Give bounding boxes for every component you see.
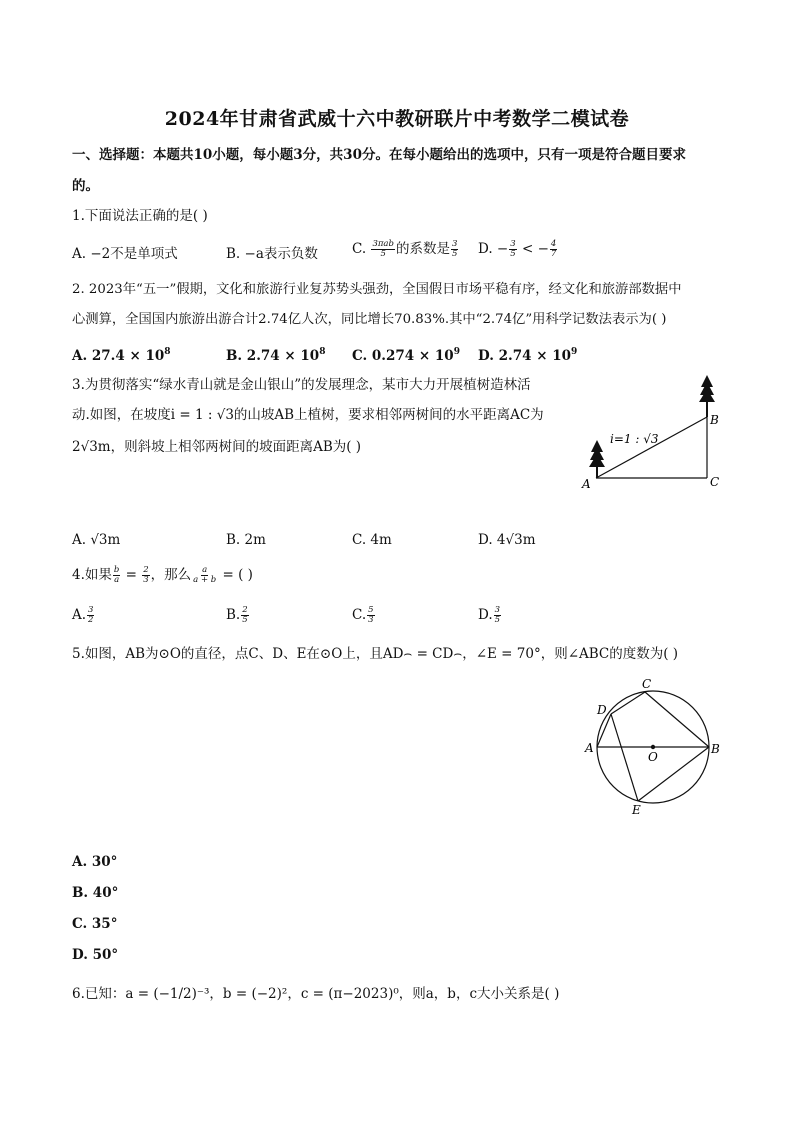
- q4-stem: [72, 566, 253, 585]
- q1-d-fraction2: [550, 240, 557, 259]
- q2-option-a: [72, 343, 171, 365]
- q2-c-base: C. 0.274 × 10: [352, 348, 454, 364]
- slope-figure: [576, 370, 726, 495]
- q4-frac1-den: a: [114, 575, 120, 585]
- circle-label-a: A: [585, 741, 594, 755]
- q5-option-d: D. 50°: [72, 947, 119, 963]
- q4-b-num: 2: [242, 605, 248, 615]
- q4-d-den: 5: [494, 615, 501, 625]
- tree-icon-a: [589, 440, 605, 478]
- q1-stem: 1.下面说法正确的是( ): [72, 208, 208, 224]
- q4-b-prefix: B.: [226, 607, 241, 623]
- q4-frac2-den: 3: [143, 575, 149, 585]
- q2-line2: 心测算，全国国内旅游出游合计2.74亿人次，同比增长70.83%.其中“2.74亿”用科学记数法表示为( ): [72, 312, 667, 327]
- q3-line1: 3.为贯彻落实“绿水青山就是金山银山”的发展理念，某市大力开展植树造林活: [72, 377, 531, 393]
- q1-d-fraction: [509, 240, 516, 259]
- q5-option-a: A. 30°: [72, 854, 118, 870]
- q1-c-fraction: [371, 240, 395, 259]
- q1-c-prefix: C.: [352, 241, 367, 257]
- q1-d-mid: < −: [517, 241, 549, 257]
- q4-d-prefix: D.: [478, 607, 493, 623]
- q2-option-d: [478, 343, 577, 365]
- q6-stem: 6.已知：a = (−1/2)⁻³，b = (−2)²，c = (π−2023)⁰，则a，b，c大小关系是( ): [72, 986, 560, 1002]
- q4-end: = ( ): [218, 567, 253, 583]
- q4-eq: =: [121, 567, 142, 583]
- circle-label-e: E: [632, 803, 641, 817]
- q5-stem: 5.如图，AB为⊙O的直径，点C、D、E在⊙O上，且AD⌢ = CD⌢，∠E = 70°，则∠ABC的度数为( ): [72, 646, 679, 662]
- q4-frac3-den: a + b: [193, 575, 217, 585]
- circle-label-o: O: [648, 750, 658, 764]
- q2-option-c: [352, 343, 460, 365]
- q3-option-a: A. √3m: [72, 532, 121, 548]
- slope-label-a: A: [582, 477, 591, 491]
- q1-d-frac2-den: 7: [550, 249, 557, 259]
- q1-c-frac-num: 3πab: [372, 239, 394, 249]
- q4-option-d: [478, 606, 502, 625]
- q1-option-c: [352, 240, 459, 259]
- q4-fraction1: [113, 566, 120, 585]
- slope-label-b: B: [710, 413, 719, 427]
- q1-c-mid: 的系数是: [395, 241, 450, 257]
- q4-fraction2: [142, 566, 149, 585]
- page-title: 2024年甘肃省武威十六中教研联片中考数学二模试卷: [164, 108, 630, 130]
- circle-figure: [578, 672, 728, 822]
- q2-d-base: D. 2.74 × 10: [478, 348, 572, 364]
- q4-frac1-num: b: [113, 565, 120, 575]
- q1-c-frac2-num: 3: [451, 239, 458, 249]
- q4-frac3-num: a: [202, 565, 208, 575]
- q2-b-exp: 8: [319, 347, 326, 357]
- q2-option-b: [226, 343, 325, 365]
- q4-fraction3: [192, 566, 217, 585]
- q1-c-fraction2: [451, 240, 458, 259]
- q4-b-den: 5: [242, 615, 248, 625]
- q4-a-num: 3: [88, 605, 94, 615]
- q4-d-num: 3: [494, 605, 501, 615]
- q3-option-c: C. 4m: [352, 532, 392, 548]
- q4-mid: ，那么: [150, 567, 192, 583]
- q4-c-prefix: C.: [352, 607, 367, 623]
- q3-line3: 2√3m，则斜坡上相邻两树间的坡面距离AB为( ): [72, 439, 362, 455]
- q1-d-frac-den: 5: [510, 249, 516, 259]
- q4-a-prefix: A.: [72, 607, 87, 623]
- q5-option-c: C. 35°: [72, 916, 118, 932]
- tree-icon-b: [699, 375, 715, 417]
- q1-d-frac2-num: 4: [550, 239, 557, 249]
- slope-line-ab: [596, 417, 707, 478]
- q4-c-num: 5: [368, 605, 374, 615]
- q3-line2: 动.如图，在坡度i = 1 : √3的山坡AB上植树，要求相邻两树间的水平距离AC为: [72, 407, 544, 423]
- q1-d-frac-num: 3: [510, 239, 516, 249]
- q4-c-den: 3: [368, 615, 374, 625]
- q2-b-base: B. 2.74 × 10: [226, 348, 320, 364]
- q4-option-a: [72, 606, 95, 625]
- q4-a-den: 2: [88, 615, 94, 625]
- slope-ratio-label: i=1 : √3: [610, 432, 659, 446]
- q2-line1: 2. 2023年“五一”假期，文化和旅游行业复苏势头强劲，全国假日市场平稳有序，经文化和旅游部数据中: [72, 282, 682, 297]
- q1-option-d: [478, 240, 558, 259]
- q4-b-fraction: [241, 606, 248, 625]
- q4-a-fraction: [87, 606, 94, 625]
- q2-a-base: A. 27.4 × 10: [72, 348, 165, 364]
- circle-label-d: D: [597, 703, 607, 717]
- q2-d-exp: 9: [571, 347, 578, 357]
- q3-option-b: B. 2m: [226, 532, 266, 548]
- section-heading-line2: 的。: [72, 178, 99, 194]
- circle-label-b: B: [711, 742, 720, 756]
- q2-c-exp: 9: [453, 347, 460, 357]
- q4-option-c: [352, 606, 376, 625]
- q1-option-b: B. −a表示负数: [226, 246, 318, 262]
- circle-label-c: C: [642, 677, 652, 691]
- q1-d-prefix: D. −: [478, 241, 509, 257]
- q4-c-fraction: [367, 606, 374, 625]
- q3-option-d: D. 4√3m: [478, 532, 536, 548]
- q4-option-b: [226, 606, 250, 625]
- q1-c-frac2-den: 5: [451, 249, 458, 259]
- slope-label-c: C: [710, 475, 720, 489]
- q4-frac2-num: 2: [143, 565, 149, 575]
- q2-a-exp: 8: [164, 347, 171, 357]
- section-heading-line1: 一、选择题：本题共10小题，每小题3分，共30分。在每小题给出的选项中，只有一项是符合题目要求: [72, 147, 686, 163]
- chord-dc: [611, 692, 645, 714]
- q1-c-frac-den: 5: [380, 249, 386, 259]
- q4-d-fraction: [494, 606, 501, 625]
- q1-option-a: A. −2不是单项式: [72, 246, 178, 262]
- center-point: [651, 745, 655, 749]
- q5-option-b: B. 40°: [72, 885, 119, 901]
- q4-stem-prefix: 4.如果: [72, 567, 112, 583]
- chord-cb: [645, 692, 709, 747]
